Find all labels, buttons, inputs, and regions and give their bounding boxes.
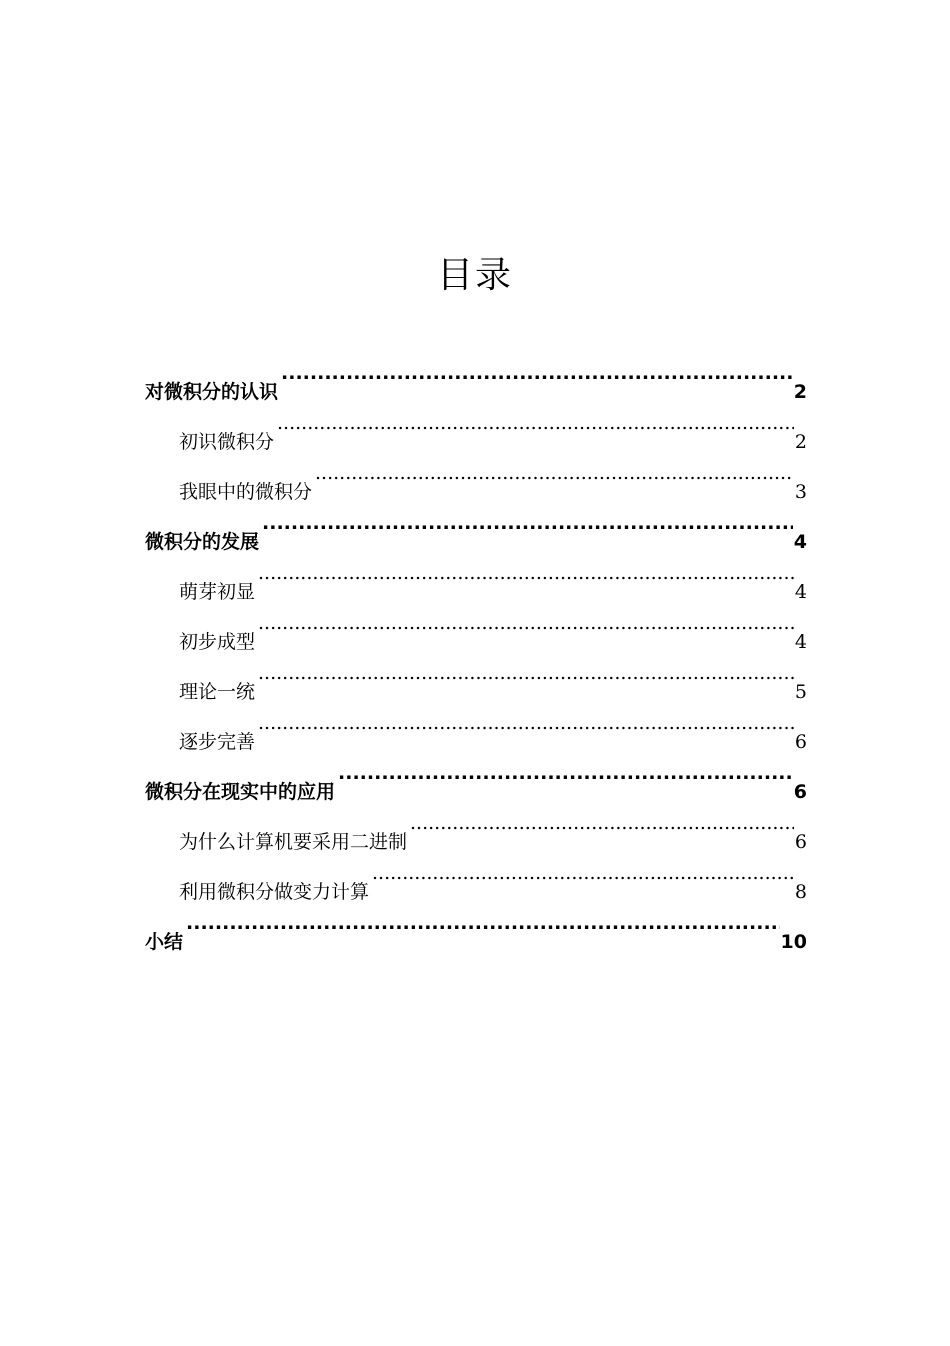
toc-entry-text: 理论一统 (179, 681, 256, 703)
toc-page-number: 4 (794, 631, 807, 653)
toc-page-number: 2 (794, 431, 807, 453)
toc-dot-leader (258, 648, 794, 698)
toc-dot-leader (262, 498, 793, 548)
toc-dot-leader (410, 798, 794, 848)
toc-dot-leader (258, 598, 794, 648)
toc-dot-leader (258, 698, 794, 748)
toc-page-number: 6 (794, 831, 807, 853)
toc-entry-text: 逐步完善 (179, 731, 256, 753)
toc-entry-text: 微积分的发展 (145, 531, 260, 553)
toc-dot-leader (338, 748, 793, 798)
toc-entry-text: 对微积分的认识 (145, 381, 279, 403)
toc-page-number: 10 (780, 931, 807, 953)
toc-entry-text: 萌芽初显 (179, 581, 256, 603)
toc-entry-text: 初识微积分 (179, 431, 275, 453)
toc-dot-leader (372, 848, 794, 898)
toc-page-number: 2 (793, 381, 807, 403)
toc-page-number: 5 (794, 681, 807, 703)
toc-entry-text: 利用微积分做变力计算 (179, 881, 370, 903)
toc-entry-text: 为什么计算机要采用二进制 (179, 831, 408, 853)
toc-dot-leader (277, 398, 794, 448)
toc-entry-text: 我眼中的微积分 (179, 481, 313, 503)
toc-page-number: 8 (794, 881, 807, 903)
toc-dot-leader (186, 898, 780, 948)
toc-entry-text: 小结 (145, 931, 184, 953)
toc-entry-text: 微积分在现实中的应用 (145, 781, 336, 803)
toc-dot-leader (281, 348, 793, 398)
toc-dot-leader (315, 448, 794, 498)
toc-dot-leader (258, 548, 794, 598)
toc-entry-section[interactable] (145, 348, 807, 403)
toc-entry-section[interactable] (145, 898, 807, 953)
toc-title: 目录 (436, 255, 513, 297)
toc-page-number: 6 (794, 731, 807, 753)
toc-page-number: 3 (794, 481, 807, 503)
toc-page-number: 4 (794, 581, 807, 603)
toc-page-number: 4 (793, 531, 807, 553)
toc-entry-text: 初步成型 (179, 631, 256, 653)
toc-page-number: 6 (793, 781, 807, 803)
table-of-contents (145, 348, 807, 953)
